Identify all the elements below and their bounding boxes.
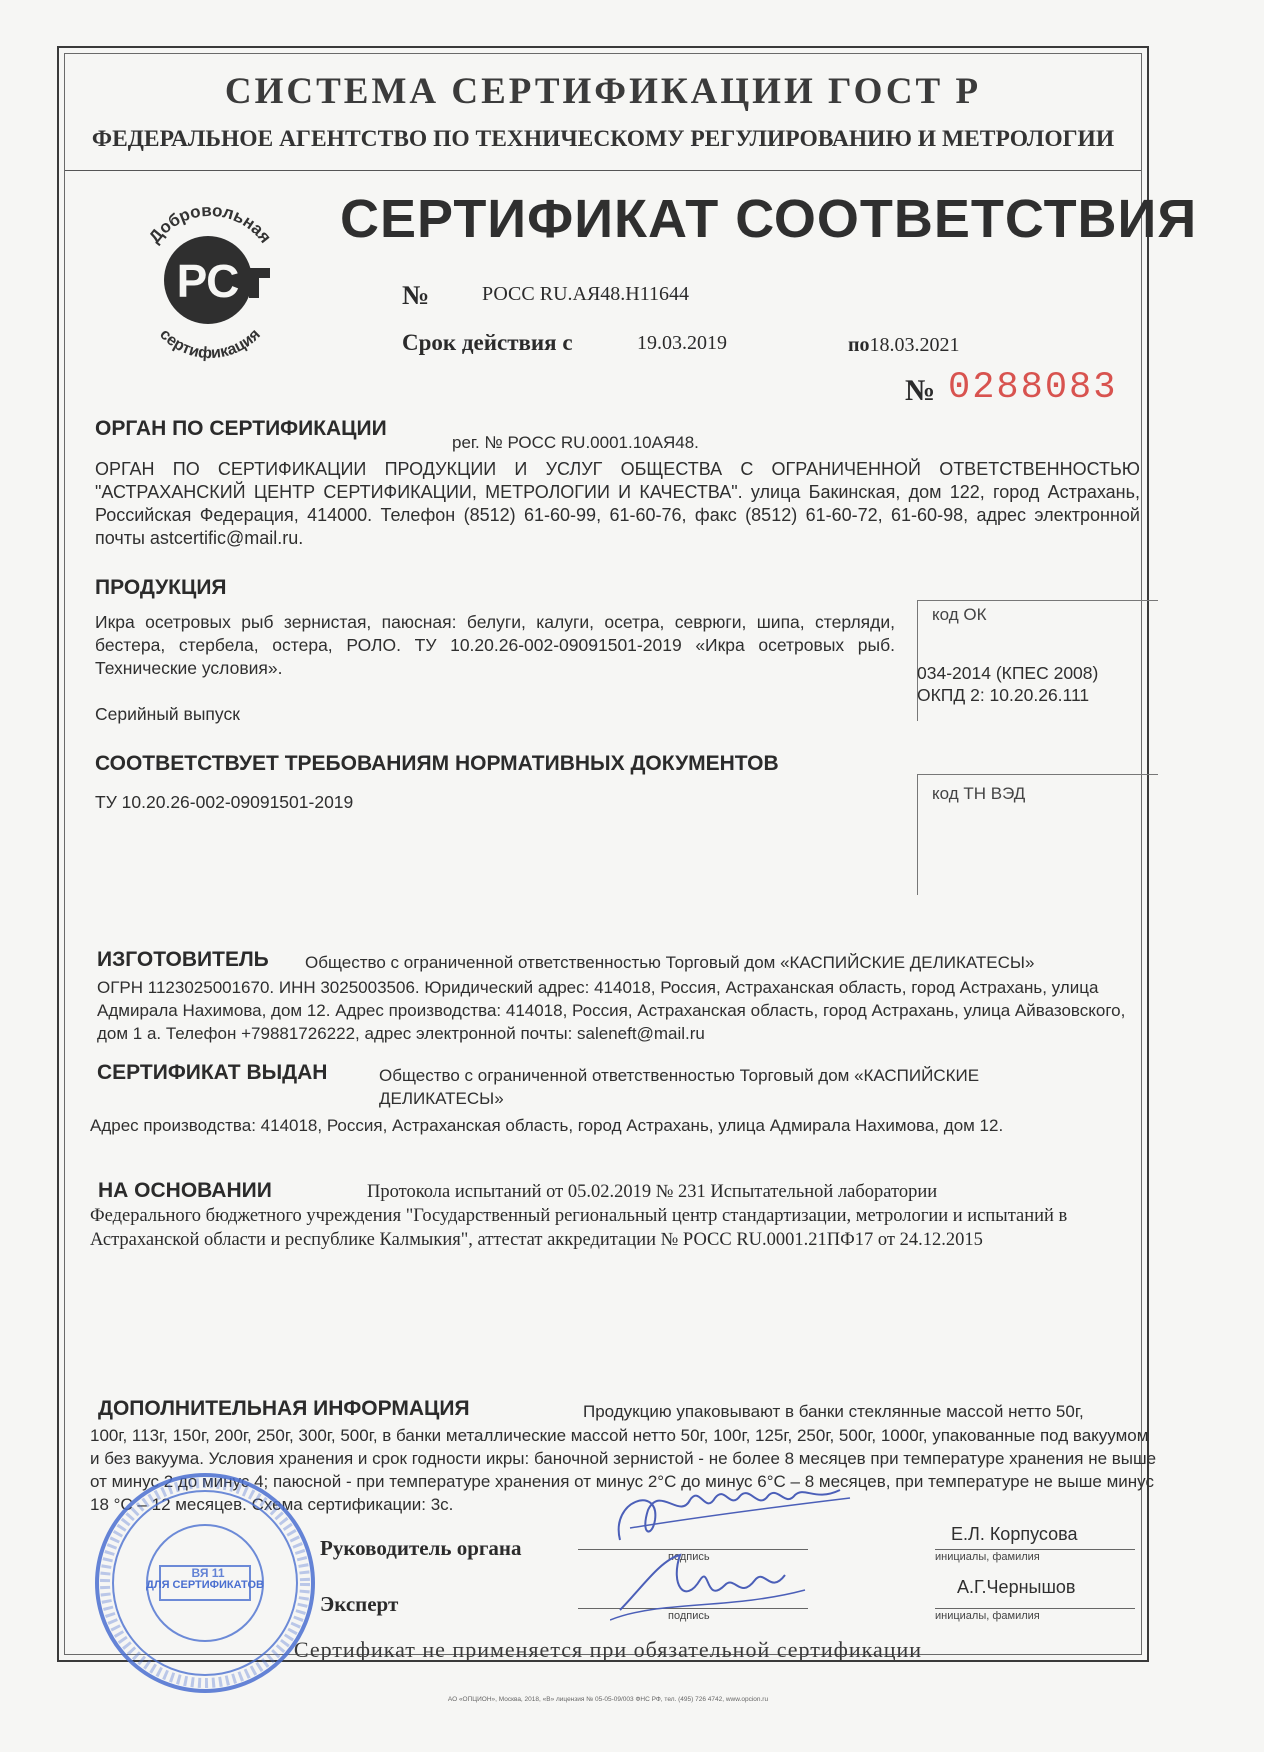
header-divider xyxy=(65,170,1141,171)
code-ok-line2: ОКПД 2: 10.20.26.111 xyxy=(917,685,1090,705)
expert-sign-caption: подпись xyxy=(668,1610,710,1622)
certificate-number: РОСС RU.АЯ48.Н11644 xyxy=(482,283,690,305)
agency-title: ФЕДЕРАЛЬНОЕ АГЕНТСТВО ПО ТЕХНИЧЕСКОМУ РЕГУЛИРОВАНИЮ И МЕТРОЛОГИИ xyxy=(91,126,1115,152)
cert-body-heading: ОРГАН ПО СЕРТИФИКАЦИИ xyxy=(95,417,387,440)
stamp-code: ВЯ 11 xyxy=(191,1566,225,1580)
blank-number: 0288083 xyxy=(948,367,1118,409)
code-tnved-label: код ТН ВЭД xyxy=(932,784,1026,803)
valid-to xyxy=(848,334,960,357)
additional-text: 100г, 113г, 150г, 200г, 250г, 300г, 500г, в банки металлические массой нетто 50г, 100г, 125г, 250г, 500г, 1000г, упакованные под вакуумом и без вакуума. Условия хранения и срок годности икры: баночной зернистой - не более 8 месяцев при температуре хранения не выше от минус 2 до минус 4; паюсной - при температуре хранения от минус 2°С до минус 6°С – 8 месяцев, при температуре не выше минус 18 °С – 12 месяцев. Схема сертификации: 3с. xyxy=(90,1426,1157,1514)
valid-from: 19.03.2019 xyxy=(637,332,727,354)
expert-name-caption: инициалы, фамилия xyxy=(935,1610,1040,1622)
basis-text: Федерального бюджетного учреждения "Государственный региональный центр стандартизации, метрологии и испытаний в Астраханской области и республике Калмыкия", аттестат аккредитации № РОСС RU.0001.21ПФ17 от 24.12.2015 xyxy=(90,1206,1068,1250)
cert-body-text: ОРГАН ПО СЕРТИФИКАЦИИ ПРОДУКЦИИ И УСЛУГ ОБЩЕСТВА С ОГРАНИЧЕННОЙ ОТВЕТСТВЕННОСТЬЮ "АСТРАХАНСКИЙ ЦЕНТР СЕРТИФИКАЦИИ, МЕТРОЛОГИИ И КАЧЕСТВА". улица Бакинская, дом 122, город Астрахань, Российская Федерация, 414000. Телефон (8512) 61-60-99, 61-60-76, факс (8512) 61-60-72, 61-60-98, адрес электронной почты astcertific@mail.ru. xyxy=(95,459,1140,548)
manufacturer-heading: ИЗГОТОВИТЕЛЬ xyxy=(97,948,269,971)
printer-imprint: АО «ОПЦИОН», Москва, 2018, «В» лицензия № 05-05-09/003 ФНС РФ, тел. (495) 726 4742, www.opcion.ru xyxy=(447,1696,769,1703)
number-label: № xyxy=(402,280,430,310)
issued-address: Адрес производства: 414018, Россия, Астраханская область, город Астрахань, улица Адмирала Нахимова, дом 12. xyxy=(90,1116,1004,1135)
expert-signature xyxy=(610,1550,810,1625)
blank-number-label: № xyxy=(905,374,936,407)
cert-body-reg: рег. № РОСС RU.0001.10АЯ48. xyxy=(452,433,699,452)
expert-label: Эксперт xyxy=(320,1592,399,1616)
official-stamp xyxy=(90,1468,320,1698)
logo-top-text: Добровольная xyxy=(145,200,276,247)
manufacturer-details: ОГРН 1123025001670. ИНН 3025003506. Юридический адрес: 414018, Россия, Астраханская область, город Астрахань, улица Адмирала Нахимова, дом 12. Адрес производства: 414018, Россия, Астраханская область, город Астрахань, улица Айвазовского, дом 1 а. Телефон +79881726222, адрес электронной почты: saleneft@mail.ru xyxy=(97,978,1126,1043)
conformity-heading: СООТВЕТСТВУЕТ ТРЕБОВАНИЯМ НОРМАТИВНЫХ ДОКУМЕНТОВ xyxy=(95,752,779,775)
code-ok-line1: 034-2014 (КПЕС 2008) xyxy=(917,663,1099,683)
issued-line1: Общество с ограниченной ответственностью Торговый дом «КАСПИЙСКИЕ xyxy=(379,1066,980,1085)
head-label: Руководитель органа xyxy=(320,1536,522,1560)
expert-name-line xyxy=(935,1608,1135,1609)
head-signature xyxy=(600,1480,860,1550)
head-name: Е.Л. Корпусова xyxy=(951,1524,1078,1544)
logo-bottom-text: сертификация xyxy=(156,325,264,363)
certificate-title: СЕРТИФИКАТ СООТВЕТСТВИЯ xyxy=(340,189,1198,249)
valid-to-prefix: по xyxy=(848,334,870,356)
head-sign-caption: подпись xyxy=(668,1551,710,1563)
stamp-center-text: ДЛЯ СЕРТИФИКАТОВ xyxy=(146,1579,264,1591)
additional-heading: ДОПОЛНИТЕЛЬНАЯ ИНФОРМАЦИЯ xyxy=(98,1397,470,1420)
rst-logo xyxy=(128,198,293,363)
head-name-caption: инициалы, фамилия xyxy=(935,1551,1040,1563)
expert-name: А.Г.Чернышов xyxy=(957,1577,1076,1597)
issued-line2: ДЕЛИКАТЕСЫ» xyxy=(379,1089,504,1108)
basis-heading: НА ОСНОВАНИИ xyxy=(98,1179,272,1202)
validity-label: Срок действия с xyxy=(402,330,573,355)
basis-line1: Протокола испытаний от 05.02.2019 № 231 Испытательной лаборатории xyxy=(367,1182,938,1202)
valid-to-date: 18.03.2021 xyxy=(869,334,960,356)
product-text: Икра осетровых рыб зернистая, паюсная: белуги, калуги, осетра, севрюги, шипа, стерляди, бестера, стербела, остера, РОЛО. ТУ 10.20.26-002-09091501-2019 «Икра осетровых рыб. Технические условия». xyxy=(95,612,895,678)
conformity-doc: ТУ 10.20.26-002-09091501-2019 xyxy=(95,792,354,812)
logo-mark: РС xyxy=(176,255,240,307)
additional-line1: Продукцию упаковывают в банки стеклянные массой нетто 50г, xyxy=(583,1402,1084,1421)
product-serial: Серийный выпуск xyxy=(95,704,240,724)
manufacturer-name: Общество с ограниченной ответственностью Торговый дом «КАСПИЙСКИЕ ДЕЛИКАТЕСЫ» xyxy=(305,953,1035,972)
head-name-line xyxy=(935,1549,1135,1550)
issued-heading: СЕРТИФИКАТ ВЫДАН xyxy=(97,1061,328,1084)
code-ok-label: код ОК xyxy=(932,605,987,624)
product-heading: ПРОДУКЦИЯ xyxy=(95,576,227,599)
footer-note: Сертификат не применяется при обязательной сертификации xyxy=(293,1637,923,1662)
system-title: СИСТЕМА СЕРТИФИКАЦИИ ГОСТ Р xyxy=(224,71,982,112)
